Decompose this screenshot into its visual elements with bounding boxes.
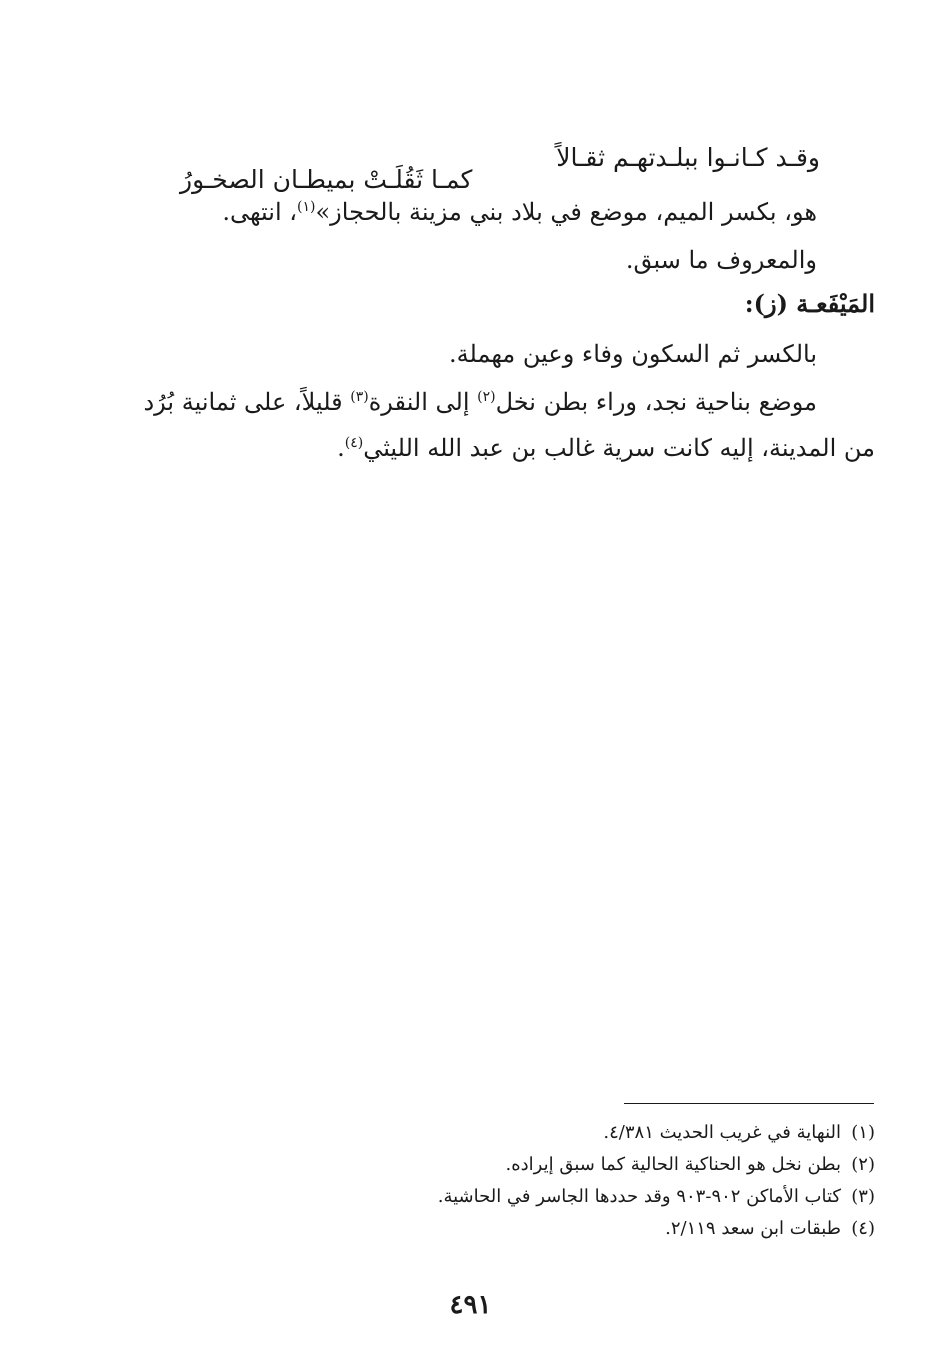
footnote-number: (٢) [851, 1154, 875, 1175]
footnote-number: (٣) [851, 1186, 875, 1207]
line-text: . [337, 434, 345, 462]
poetry-verse [180, 143, 820, 194]
line-text: من المدينة، إليه كانت سرية غالب بن عبد الله الليثي [363, 434, 875, 462]
page-number: ٤٩١ [449, 1290, 492, 1320]
line-text: إلى النقرة [368, 388, 478, 416]
footnote-4 [665, 1220, 875, 1238]
footnote-ref-1: (١) [297, 199, 316, 215]
body-line-2: والمعروف ما سبق. [625, 246, 817, 274]
footnote-text: النهاية في غريب الحديث ٤/٣٨١. [603, 1122, 841, 1143]
line-text: ، انتهى. [222, 198, 298, 226]
entry-heading: المَيْفَعـة (ز): [744, 289, 875, 318]
line-text: قليلاً، على ثمانية بُرُد [143, 388, 351, 416]
footnote-text: كتاب الأماكن ٩٠٢-٩٠٣ وقد حددها الجاسر في الحاشية. [437, 1186, 841, 1207]
body-line-5 [337, 436, 875, 460]
footnote-2 [505, 1156, 875, 1174]
footnote-ref-2: (٢) [477, 389, 496, 405]
body-line-3: بالكسر ثم السكون وفاء وعين مهملة. [449, 340, 817, 368]
line-text: موضع بناحية نجد، وراء بطن نخل [495, 388, 817, 416]
body-line-1 [222, 200, 817, 224]
footnote-text: بطن نخل هو الحناكية الحالية كما سبق إيراده. [505, 1154, 841, 1175]
verse-hemistich-left: كمـا ثَقُلَـتْ بميطـان الصخـورُ [180, 165, 473, 194]
body-line-4 [143, 390, 817, 414]
footnote-ref-3: (٣) [350, 389, 369, 405]
footnote-1 [603, 1124, 875, 1142]
footnote-text: طبقات ابن سعد ٢/١١٩. [665, 1218, 841, 1239]
footnote-3 [438, 1188, 875, 1206]
verse-hemistich-right: وقـد كـانـوا ببلـدتهـم ثقـالاً [556, 143, 820, 172]
line-text: هو، بكسر الميم، موضع في بلاد بني مزينة بالحجاز» [315, 198, 817, 226]
footnote-number: (١) [851, 1122, 875, 1143]
footnote-ref-4: (٤) [344, 435, 364, 451]
footnote-divider [624, 1103, 874, 1104]
footnote-number: (٤) [851, 1218, 875, 1239]
